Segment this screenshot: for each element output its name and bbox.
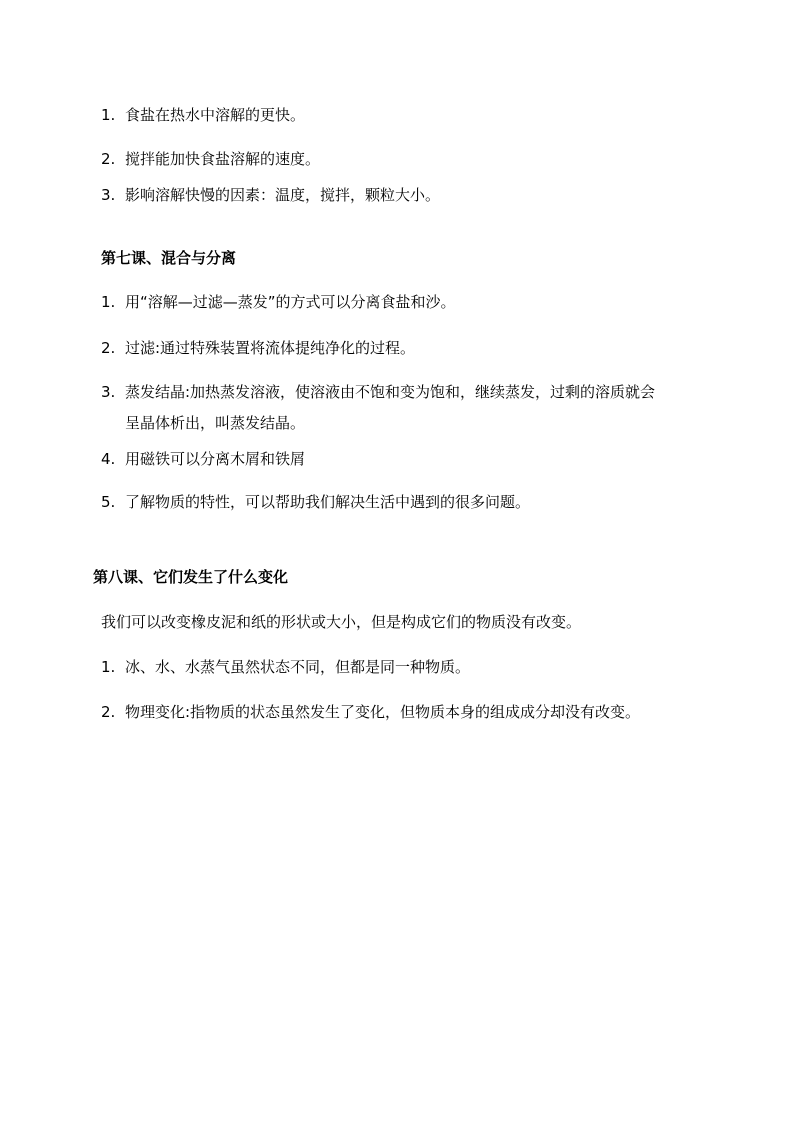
item-number: 1. <box>101 106 116 124</box>
lesson-7-title: 第七课、混合与分离 <box>101 249 237 267</box>
lesson-8-title: 第八课、它们发生了什么变化 <box>93 568 289 586</box>
item-number: 5. <box>101 493 116 511</box>
item-text: 影响溶解快慢的因素：温度，搅拌，颗粒大小。 <box>125 186 441 204</box>
lesson-8-intro: 我们可以改变橡皮泥和纸的形状或大小，但是构成它们的物质没有改变。 <box>101 613 582 631</box>
item-text: 过滤:通过特殊装置将流体提纯净化的过程。 <box>125 339 416 357</box>
item-text: 食盐在热水中溶解的更快。 <box>125 106 306 124</box>
item-text-continuation: 呈晶体析出，叫蒸发结晶。 <box>125 414 306 432</box>
item-number: 3. <box>101 186 116 204</box>
item-text: 搅拌能加快食盐溶解的速度。 <box>125 150 321 168</box>
item-number: 4. <box>101 450 116 468</box>
item-text: 物理变化:指物质的状态虽然发生了变化，但物质本身的组成成分却没有改变。 <box>125 703 641 721</box>
item-text: 了解物质的特性，可以帮助我们解决生活中遇到的很多问题。 <box>125 493 531 511</box>
item-text: 用“溶解—过滤—蒸发”的方式可以分离食盐和沙。 <box>125 293 456 311</box>
item-number: 2. <box>101 703 116 721</box>
item-number: 1. <box>101 658 116 676</box>
item-number: 2. <box>101 339 116 357</box>
item-text: 蒸发结晶:加热蒸发溶液，使溶液由不饱和变为饱和，继续蒸发，过剩的溶质就会 <box>125 383 656 401</box>
item-number: 2. <box>101 150 116 168</box>
item-text: 用磁铁可以分离木屑和铁屑 <box>125 450 306 468</box>
item-number: 1. <box>101 293 116 311</box>
item-number: 3. <box>101 383 116 401</box>
item-text: 冰、水、水蒸气虽然状态不同，但都是同一种物质。 <box>125 658 471 676</box>
